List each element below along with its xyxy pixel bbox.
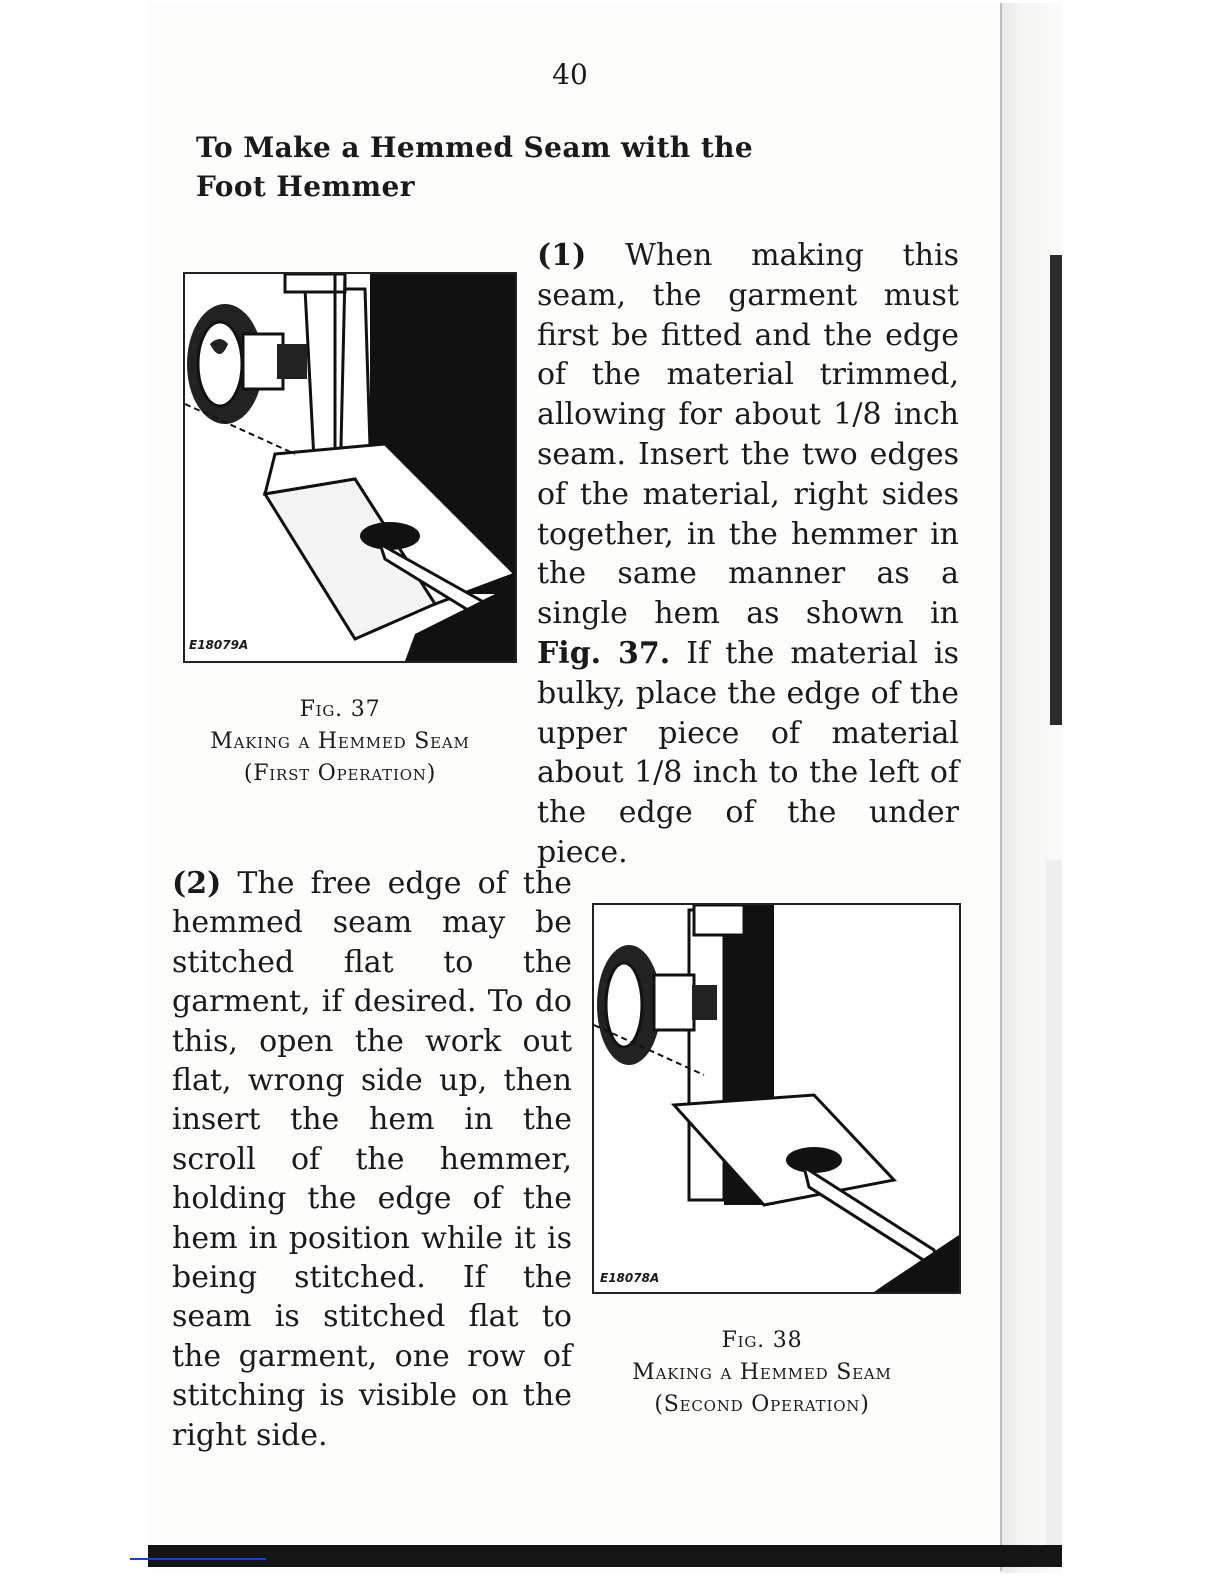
figure-38-illustration	[592, 903, 961, 1294]
fraction-one-eighth-a: 1/8	[833, 397, 882, 433]
figure-37-reference: Fig. 37.	[537, 635, 671, 671]
figure-37-label: Fig. 37	[299, 697, 381, 722]
figure-38-code: E18078A	[600, 1271, 660, 1285]
presser-foot-hemmer-drawing	[185, 274, 515, 661]
heading-line-1: To Make a Hemmed Seam with the	[196, 131, 754, 164]
next-page-margin	[1046, 860, 1062, 1560]
step-1-text-a: When making this seam, the garment must first be fitted and the edge of the material trimmed, allowing for about	[537, 238, 959, 433]
fraction-one-eighth-b: 1/8	[634, 755, 683, 791]
step-2-number: (2)	[172, 866, 222, 901]
figure-38-subtitle: (Second Operation)	[654, 1392, 870, 1417]
section-heading	[196, 128, 796, 206]
step-1-text-c: If the material is bulky, place the edge of the upper piece of material about	[537, 635, 959, 791]
figure-37-title: Making a Hemmed Seam	[210, 729, 470, 754]
figure-38-label: Fig. 38	[721, 1328, 803, 1353]
page-fold-line	[1000, 3, 1002, 1571]
step-1-number: (1)	[537, 238, 587, 273]
presser-foot-hemmer-drawing-2	[594, 905, 959, 1292]
figure-38-title: Making a Hemmed Seam	[632, 1360, 892, 1385]
step-1-paragraph	[537, 236, 959, 873]
step-1-text-d: inch to the left of the edge of the under piece.	[537, 755, 959, 870]
step-2-paragraph	[172, 864, 572, 1455]
figure-37-code: E18079A	[189, 638, 249, 652]
step-1-text-b: inch seam. Insert the two edges of the material, right sides together, in the hemmer in the same manner as a single hem as shown in	[537, 397, 959, 632]
scan-bottom-edge	[148, 1545, 1062, 1567]
step-2-text: The free edge of the hemmed seam may be stitched flat to the garment, if desired. To do this, open the work out flat, wrong side up, then insert the hem in the scroll of the hemmer, holding the edge of the hem in position while it is being stitched. If the seam is stitched flat to the garment, one row of stitching is visible on the right side.	[172, 866, 572, 1453]
figure-37-subtitle: (First Operation)	[243, 761, 437, 786]
scan-link-underline	[130, 1558, 266, 1560]
figure-37-illustration	[183, 272, 517, 663]
figure-38-caption	[592, 1325, 932, 1421]
page-number: 40	[552, 58, 588, 91]
heading-line-2: Foot Hemmer	[196, 170, 415, 203]
figure-37-caption	[170, 694, 510, 790]
next-page-edge	[1050, 255, 1062, 725]
